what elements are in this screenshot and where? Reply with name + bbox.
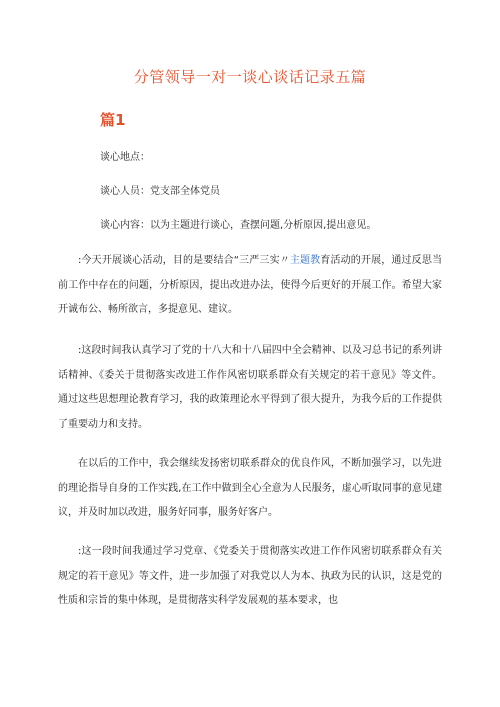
paragraph-1 [58,249,442,323]
paragraph-1-text-b: 育活动的开展，通过反思当前工作中存在的问题，分析原因，提出改进办法，使得今后更好的开展工作。希望大家开诚布公、畅所欲言，多提意见、建议。 [58,255,442,315]
paragraph-3: 在以后的工作中，我会继续发扬密切联系群众的优良作风，不断加强学习，以先进的理论指导自身的工作实践,在工作中做到全心全意为人民服务，虚心听取同事的意见建议，并及时加以改进，服务好同事，服务好客户。 [58,458,442,518]
paragraph-1-text-a: :今天开展谈心活动，目的是要结合“三严三实〃 [78,255,290,266]
section-heading: 篇1 [100,111,126,129]
field-participants: 谈心人员：党支部全体党员 [100,186,220,197]
theme-education-link[interactable]: 主题教 [289,255,321,266]
field-content: 谈心内容：以为主题进行谈心，查摆问题,分析原因,提出意见。 [100,220,377,231]
paragraph-4: :这一段时间我通过学习党章、《党委关于贯彻落实改进工作作风密切联系群众有关规定的若干意见》等文件，进一步加强了对我党以人为本、执政为民的认识，这是党的性质和宗旨的集中体现，是贯彻落实科学发展观的基本要求，也 [58,546,442,606]
paragraph-2: :这段时间我认真学习了党的十八大和十八届四中全会精神、以及习总书记的系列讲话精神、《委关于贯彻落实改进工作作风密切联系群众有关规定的若干意见》等文件。通过这些思想理论教育学习，我的政策理论水平得到了很大提升，为我今后的工作提供了重要动力和支持。 [58,345,442,430]
field-location: 谈心地点： [100,152,150,163]
document-title: 分管领导一对一谈心谈话记录五篇 [133,68,367,86]
